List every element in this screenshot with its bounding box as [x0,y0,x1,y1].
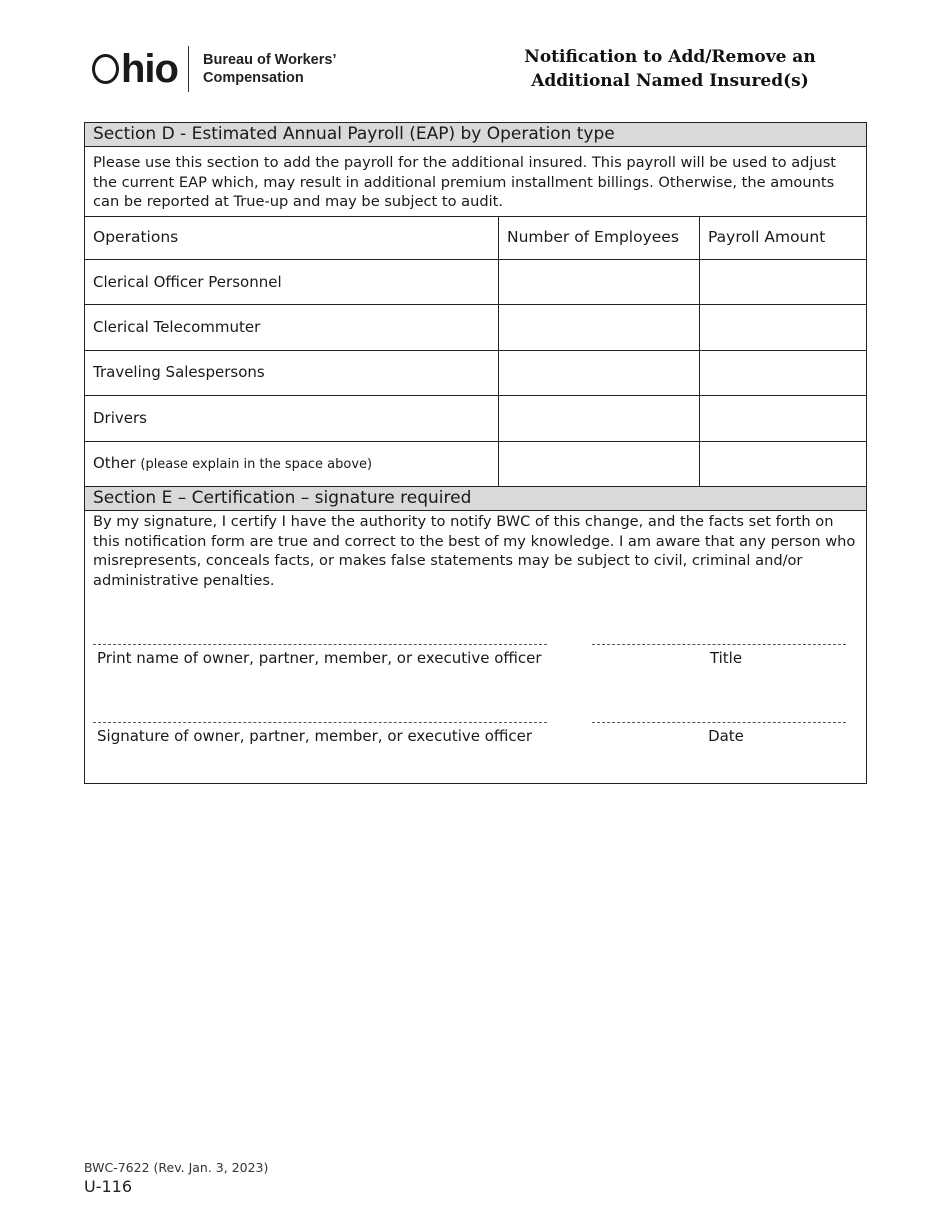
print-name-line[interactable] [93,644,547,645]
operation-row-label-text: Other [93,454,136,472]
column-header-employees: Number of Employees [507,228,679,246]
ohio-wordmark [92,49,178,89]
ohio-bwc-logo [92,44,336,94]
section-d-instructions: Please use this section to add the payroll for the additional insured. This payroll will be used to adjust the current EAP which, may result in additional premium installment billings. Otherwise, the amounts can be reported at True-up and may be subject to audit. [93,154,837,210]
date-caption: Date [708,727,744,745]
title-line[interactable] [592,644,846,645]
date-line[interactable] [592,722,846,723]
print-name-caption: Print name of owner, partner, member, or executive officer [97,649,542,667]
agency-name-line1: Bureau of Workers’ [202,52,337,68]
form-number: U-116 [84,1177,133,1196]
column-header-payroll: Payroll Amount [708,228,826,246]
operation-row-label: Clerical Telecommuter [93,318,261,336]
payroll-input[interactable] [700,396,866,441]
column-header-operations: Operations [93,228,179,246]
form-title-line2: Additional Named Insured(s) [531,71,809,91]
payroll-input[interactable] [700,442,866,486]
logo-divider [188,46,189,92]
ohio-o-icon [92,54,119,84]
operation-row-label: Drivers [93,409,147,427]
form-title-line1: Notification to Add/Remove an [524,47,816,67]
operation-row-label-other [93,453,372,475]
section-d-heading: Section D - Estimated Annual Payroll (EAP) by Operation type [85,123,866,147]
table-top-border [85,216,866,217]
employees-input[interactable] [499,396,699,441]
ohio-wordmark-text: hio [121,47,178,91]
payroll-input[interactable] [700,351,866,395]
employees-input[interactable] [499,442,699,486]
form-title [470,45,870,93]
section-e-heading: Section E – Certification – signature required [85,486,866,511]
title-caption: Title [709,649,743,667]
payroll-input[interactable] [700,305,866,350]
employees-input[interactable] [499,305,699,350]
signature-caption: Signature of owner, partner, member, or executive officer [97,727,533,745]
signature-line[interactable] [93,722,547,723]
operation-row-note: (please explain in the space above) [140,457,373,472]
form-code: BWC-7622 (Rev. Jan. 3, 2023) [84,1160,269,1175]
agency-name [203,51,337,87]
form-box [84,122,867,784]
employees-input[interactable] [499,260,699,304]
employees-input[interactable] [499,351,699,395]
section-e-statement: By my signature, I certify I have the authority to notify BWC of this change, and the facts set forth on this notification form are true and correct to the best of my knowledge. I am aware that any person who misrepresents, conceals facts, or makes false statements may be subject to civil, criminal and/or administrative penalties. [93,513,856,589]
agency-name-line2: Compensation [202,70,304,86]
operation-row-label: Traveling Salespersons [93,363,265,381]
payroll-input[interactable] [700,260,866,304]
operation-row-label: Clerical Officer Personnel [93,273,282,291]
